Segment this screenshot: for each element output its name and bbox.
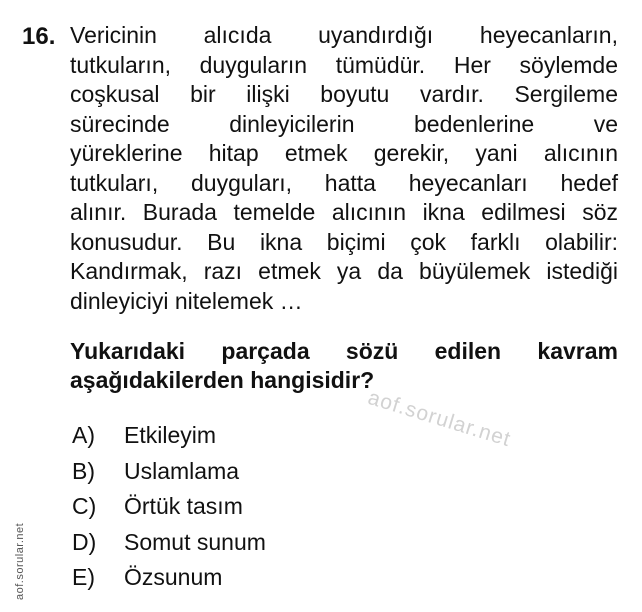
option-d[interactable]: [72, 525, 266, 561]
option-letter: E): [72, 564, 95, 590]
passage-line: konusudur. Bu ikna biçimi çok farklı olabilir:: [70, 228, 618, 255]
watermark-diagonal: aof.sorular.net: [365, 386, 514, 452]
option-a[interactable]: [72, 418, 266, 454]
option-b[interactable]: [72, 454, 266, 490]
watermark-side: aof.sorular.net: [14, 522, 26, 600]
option-text: Somut sunum: [124, 528, 266, 555]
option-text: Örtük tasım: [124, 493, 243, 519]
question-prompt: [70, 337, 618, 395]
question-number: 16.: [22, 23, 56, 50]
option-text: Etkileyim: [124, 422, 217, 448]
option-letter: D): [72, 528, 97, 555]
option-text: Özsunum: [124, 564, 223, 590]
option-letter: A): [72, 422, 95, 448]
passage-line: Vericinin alıcıda uyandırdığı heyecanların,: [70, 22, 618, 48]
passage-line: tutkuları, duyguları, hatta heyecanları hedef: [70, 169, 618, 196]
passage-line: tutkuların, duyguların tümüdür. Her söylemde: [70, 51, 618, 78]
prompt-line: Yukarıdaki parçada sözü edilen kavram: [70, 338, 618, 364]
option-letter: C): [72, 493, 97, 519]
passage-line: sürecinde dinleyicilerin bedenlerine ve: [70, 110, 618, 137]
option-text: Uslamlama: [124, 457, 240, 484]
answer-options: [72, 418, 266, 596]
passage-line: Kandırmak, razı etmek ya da büyülemek istediği: [70, 258, 618, 284]
option-letter: B): [72, 457, 95, 484]
passage-line: alınır. Burada temelde alıcının ikna edilmesi söz: [70, 199, 618, 225]
passage-line: coşkusal bir ilişki boyutu vardır. Sergileme: [70, 81, 618, 107]
passage-line: yüreklerine hitap etmek gerekir, yani alıcının: [70, 140, 618, 166]
passage-line: dinleyiciyi nitelemek …: [70, 287, 303, 314]
option-e[interactable]: [72, 560, 266, 596]
prompt-line: aşağıdakilerden hangisidir?: [70, 367, 375, 393]
question-passage: [70, 21, 618, 316]
option-c[interactable]: [72, 489, 266, 525]
